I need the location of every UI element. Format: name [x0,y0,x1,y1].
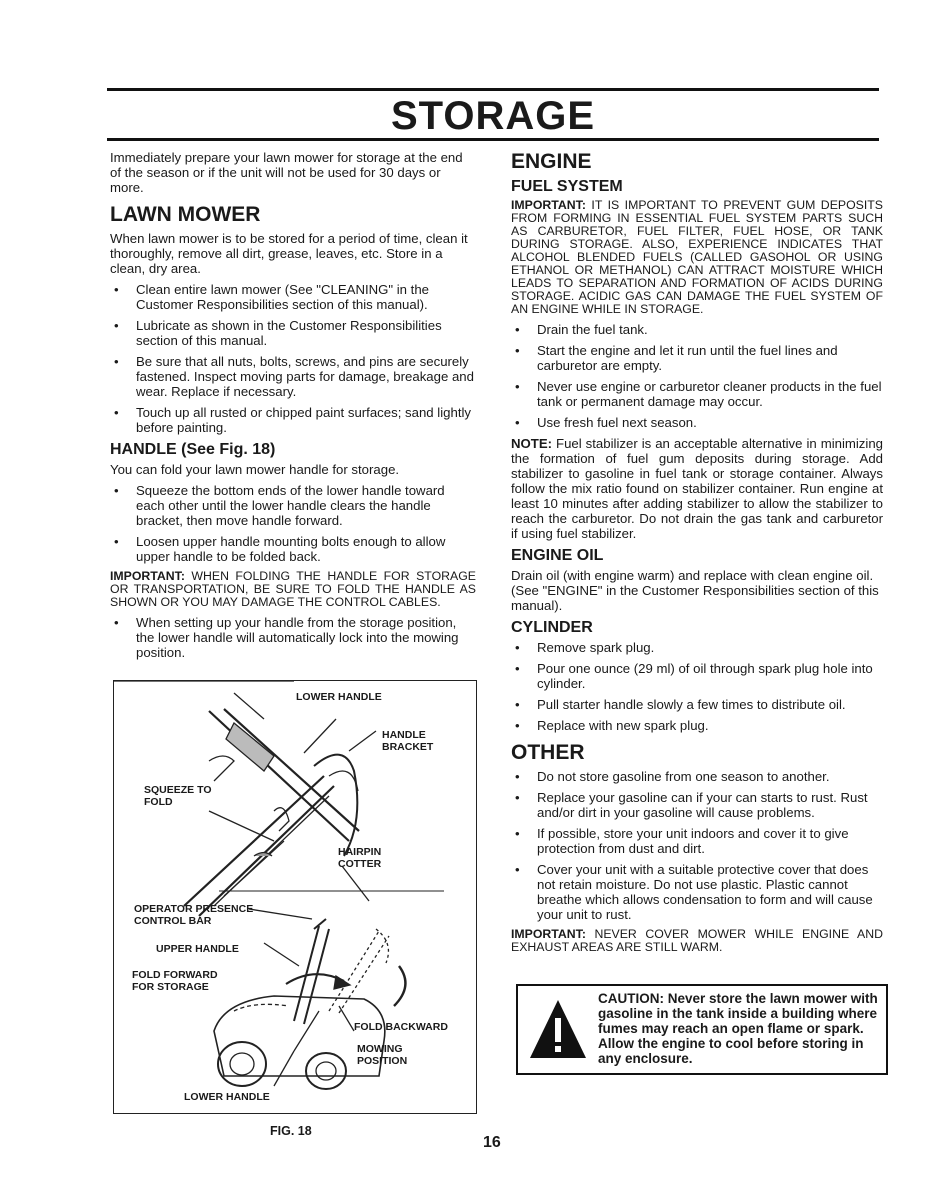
handle-para: You can fold your lawn mower handle for storage. [110,462,400,477]
list-item: • Replace with new spark plug. [511,718,883,733]
list-item: • If possible, store your unit indoors and cover it to give protection from dust and dirt. [511,826,883,856]
list-item: • Touch up all rusted or chipped paint surfaces; sand lightly before painting. [110,405,476,435]
label-fold-backward: FOLD BACKWARD [354,1021,448,1033]
note-label: NOTE: [511,436,553,451]
left-column [110,150,476,666]
label-squeeze-1: SQUEEZE TO [144,784,212,796]
warning-triangle-icon [528,998,588,1062]
lawn-mower-para: When lawn mower is to be stored for a period of time, clean it thoroughly, remove all dirt, grease, leaves, etc. Store in a clean, dry area. [110,231,468,276]
figure-caption: FIG. 18 [270,1124,312,1138]
engine-heading: ENGINE [511,150,592,173]
list-item: • Pull starter handle slowly a few times to distribute oil. [511,697,883,712]
label-handle-bracket-2: BRACKET [382,741,434,753]
label-mowing-2: POSITION [357,1055,408,1067]
label-fold-forward-1: FOLD FORWARD [132,969,218,981]
label-mowing-1: MOWING [357,1043,403,1055]
cylinder-list [511,640,883,733]
important-label: IMPORTANT: [511,927,586,941]
list-item: • Pour one ounce (29 ml) of oil through spark plug hole into cylinder. [511,661,883,691]
page-number: 16 [483,1134,501,1151]
list-item: • Drain the fuel tank. [511,322,883,337]
label-operator-2: CONTROL BAR [134,915,212,927]
label-hairpin-1: HAIRPIN [338,846,382,858]
important-label: IMPORTANT: [511,198,586,212]
handle-list [110,483,476,564]
list-item: • Do not store gasoline from one season to another. [511,769,883,784]
lawn-mower-list [110,282,476,435]
list-item: • Lubricate as shown in the Customer Responsibilities section of this manual. [110,318,476,348]
list-item: • Clean entire lawn mower (See "CLEANING" in the Customer Responsibilities section of this manual). [110,282,476,312]
handle-list-2 [110,615,476,660]
list-item: • Loosen upper handle mounting bolts enough to allow upper handle to be folded back. [110,534,476,564]
figure-18 [113,680,477,1114]
handle-heading: HANDLE (See Fig. 18) [110,441,276,458]
label-lower-handle-bottom: LOWER HANDLE [184,1091,270,1103]
other-important [511,928,883,954]
title-rule-bottom [107,138,879,141]
list-item: • Be sure that all nuts, bolts, screws, and pins are securely fastened. Inspect moving parts for damage, breakage and wear. Replace if necessary. [110,354,476,399]
list-item: • Replace your gasoline can if your can starts to rust. Rust and/or dirt in your gasoline will cause problems. [511,790,883,820]
handle-important [110,570,476,609]
fuel-system-heading: FUEL SYSTEM [511,178,623,195]
engine-oil-heading: ENGINE OIL [511,547,604,564]
list-item: • Start the engine and let it run until the fuel lines and carburetor are empty. [511,343,883,373]
page-title: STORAGE [390,94,596,138]
note-text: Fuel stabilizer is an acceptable alternative in minimizing the formation of fuel gum deposits during storage. Add stabilizer to gasoline in fuel tank or storage container. Always follow the mix ratio found on stabilizer container. Run engine at least 10 minutes after adding stabilizer to allow the stabilizer to reach the carburetor. Do not drain the gas tank and carburetor if using fuel stabilizer. [511,436,883,541]
label-squeeze-2: FOLD [144,796,173,808]
other-heading: OTHER [511,741,585,764]
important-label: IMPORTANT: [110,569,185,583]
list-item: • Remove spark plug. [511,640,883,655]
cylinder-heading: CYLINDER [511,619,593,636]
important-text: WHEN FOLDING THE HANDLE FOR STORAGE OR TRANSPORTATION, BE SURE TO FOLD THE HANDLE AS SHOWN OR YOU MAY DAMAGE THE CONTROL CABLES. [110,569,476,609]
right-column [511,150,883,960]
list-item: • When setting up your handle from the storage position, the lower handle will automatically lock into the mowing position. [110,615,476,660]
important-text: NEVER COVER MOWER WHILE ENGINE AND EXHAUST AREAS ARE STILL WARM. [511,927,883,954]
title-rule-top [107,88,879,91]
label-upper-handle: UPPER HANDLE [156,943,239,955]
label-handle-bracket-1: HANDLE [382,729,426,741]
list-item: • Use fresh fuel next season. [511,415,883,430]
important-text: IT IS IMPORTANT TO PREVENT GUM DEPOSITS FROM FORMING IN ESSENTIAL FUEL SYSTEM PARTS SUCH AS CARBURETOR, FUEL FILTER, FUEL HOSE, OR TANK DURING STORAGE. ALSO, EXPERIENCE INDICATES THAT ALCOHOL BLENDED FUELS (CALLED GASOHOL OR USING ETHANOL OR METHANOL) CAN ATTRACT MOISTURE WHICH LEADS TO SEPARATION AND FORMATION OF ACIDS DURING STORAGE. ACIDIC GAS CAN DAMAGE THE FUEL SYSTEM OF AN ENGINE WHILE IN STORAGE. [511,198,883,316]
fuel-note [511,436,883,541]
list-item: • Squeeze the bottom ends of the lower handle toward each other until the lower handle clears the handle bracket, then move handle forward. [110,483,476,528]
list-item: • Cover your unit with a suitable protective cover that does not retain moisture. Do not use plastic. Plastic cannot breathe which allows condensation to form and will cause your unit to rust. [511,862,883,922]
caution-text: CAUTION: Never store the lawn mower with gasoline in the tank inside a building where fumes may reach an open flame or spark. Allow the engine to cool before storing in any enclosure. [598,991,878,1066]
fuel-important [511,199,883,316]
lawn-mower-heading: LAWN MOWER [110,203,261,226]
other-list [511,769,883,922]
label-fold-forward-2: FOR STORAGE [132,981,209,993]
label-lower-handle-top: LOWER HANDLE [296,691,382,703]
caution-box [516,984,888,1075]
label-operator-1: OPERATOR PRESENCE [134,903,254,915]
intro-text: Immediately prepare your lawn mower for storage at the end of the season or if the unit will not be used for 30 days or more. [110,150,463,195]
fuel-list [511,322,883,430]
engine-oil-text: Drain oil (with engine warm) and replace with clean engine oil. (See "ENGINE" in the Customer Responsibilities section of this manual). [511,568,879,613]
label-hairpin-2: COTTER [338,858,382,870]
list-item: • Never use engine or carburetor cleaner products in the fuel tank or permanent damage may occur. [511,379,883,409]
